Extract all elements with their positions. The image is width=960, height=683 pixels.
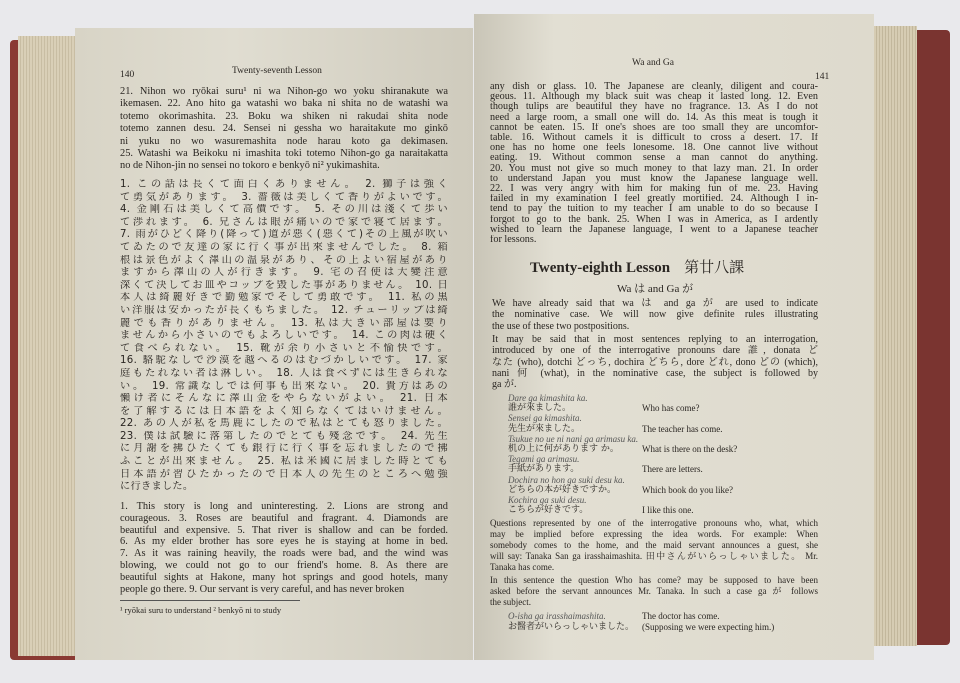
text-line: totemo okorimashita. 23. Boku wa shiken ni rakudai shita node xyxy=(120,110,448,122)
text-line: somebody comes to the home, and the maid servant announces a guest, she xyxy=(490,540,818,550)
example-japanese: どちらの本が好きですか。 xyxy=(508,484,617,495)
text-line: 1. This story is long and uninteresting. 2. Lions are strong and xyxy=(120,501,448,512)
left-running-head: Twenty-seventh Lesson xyxy=(232,66,322,76)
section-title: Wa は and Ga が xyxy=(617,283,694,295)
text-line: ませんから小さいのでもよろしいです。 14. この肉は硬く xyxy=(120,330,448,342)
text-line: cannot be eaten. 15. If one's shoes are too small they are uncomfor- xyxy=(490,122,818,133)
text-line: geous. 11. Although my black suit was cheap it lasted long. 12. Even xyxy=(490,92,818,103)
text-line: any dish or glass. 10. The Japanese are cleanly, diligent and coura- xyxy=(490,82,818,92)
example-romaji: Dochira no hon ga suki desu ka. xyxy=(508,474,625,485)
text-line: may be implied before expressing the idea words. For example: When xyxy=(490,529,818,539)
text-line: 深くて決してお皿やコップを毀した事がありません。 10. 日 xyxy=(120,279,448,291)
text-line: will say: Tanaka San ga irasshaimashita. 田中さんがいらっしゃいました。 Mr. xyxy=(490,551,818,561)
text-line: introduced by one of the interrogative pronouns dare 誰, donata ど xyxy=(492,345,818,357)
example-japanese: 机の上に何があります か。 xyxy=(508,444,619,455)
text-line: beautiful sights at Hakone, many hot springs and good hotels, many xyxy=(120,571,448,583)
text-line: ますから澤山の人が行きます。 9. 宅の召使は大變注意 xyxy=(120,267,448,279)
english-continued xyxy=(490,82,818,245)
example-row xyxy=(490,393,820,413)
lesson-title-text: Twenty-eighth Lesson xyxy=(530,260,671,276)
final-example xyxy=(490,611,820,632)
text-line: the subject. xyxy=(490,597,531,607)
right-page-number: 141 xyxy=(815,72,830,82)
text-line: 麗でも香りがありません。 13. 私は大きい部屋は要り xyxy=(120,317,448,329)
text-line: 20. You must not give so much money to that lazy man. 21. In order xyxy=(490,163,818,174)
text-line: 7. 雨がひどく降り(降って)道が惡く(惡くて)その上風が吹い xyxy=(120,229,448,241)
text-line: て渉れます。 6. 兄さんは眼が痛いので家で寝て居ます。 xyxy=(120,216,448,228)
text-line: 6. As my elder brother has sore eyes he is staying at home in bed. xyxy=(120,536,448,548)
lesson-title xyxy=(530,256,744,277)
text-line: no de Nihon-jin no sensei no tokoro e benkyō ni² yukimashita. xyxy=(120,160,380,172)
example-english: The doctor has come. xyxy=(642,611,720,621)
examples xyxy=(490,393,820,515)
example-romaji: Tsukue no ue ni nani ga arimasu ka. xyxy=(508,433,639,444)
text-line: failed in my examination I feel greatly mortified. 24. Although I in- xyxy=(490,194,818,205)
text-line: to understand Japan you must know the Japanese language well. xyxy=(490,173,818,184)
text-line: the use of these two postpositions. xyxy=(492,320,630,332)
text-line: に行きました。 xyxy=(120,481,194,493)
example-english: What is there on the desk? xyxy=(642,444,738,455)
example-romaji: Dare ga kimashita ka. xyxy=(508,393,588,403)
text-line: なた (who), dotchi どっち, dochira どちら, dore どれ, dono どの (which), xyxy=(492,356,818,368)
text-line: eating. 19. Without common sense a man cannot do anything. xyxy=(490,153,818,164)
text-line: 根は景色がよく澤山の温泉があり、その上よい宿屋があり xyxy=(120,254,448,266)
text-line: を了解するには日本語をよく知らなくてはいけません。 xyxy=(120,405,448,417)
text-line: though tulips are beautiful they have no fragrance. 13. As I do not xyxy=(490,102,818,113)
text-line: Tanaka has come. xyxy=(490,562,555,572)
example-note: (Supposing we were expecting him.) xyxy=(642,621,775,632)
text-line: Questions represented by one of the interrogative pronouns who, what, which xyxy=(490,518,818,528)
text-line: nani 何 (what), in the nominative case, the subject is followed by xyxy=(492,367,818,379)
example-english: There are letters. xyxy=(642,464,703,475)
example-japanese: 誰が來ました。 xyxy=(508,403,572,414)
lesson-title-kanji: 第廿八課 xyxy=(684,258,745,276)
example-row xyxy=(490,475,820,495)
text-line: We have already said that wa は and ga が are used to indicate xyxy=(492,298,818,309)
example-english: Which book do you like? xyxy=(642,484,733,495)
text-line: 本人は綺麗好きで勤勉家でそして勇敢です。 11. 私の黒 xyxy=(120,292,448,304)
text-line: It may be said that in most sentences replying to an interrogation, xyxy=(492,334,818,345)
text-line: 21. Nihon wo ryōkai suru¹ ni wa Nihon-go wo yoku shiranakute wa xyxy=(120,86,448,97)
example-romaji: O-isha ga irasshaimashita. xyxy=(508,611,606,621)
text-line: totemo zannen desu. 24. Sensei ni gessha wo haraitakute mo ginkō xyxy=(120,123,448,135)
text-line: ga が. xyxy=(492,379,517,391)
example-row xyxy=(490,413,820,433)
text-line: ni yuku no wo wasuremashita node harau koto ga dekimasen. xyxy=(120,135,448,147)
example-romaji: Kochira ga suki desu. xyxy=(508,495,587,506)
romaji-exercise xyxy=(120,86,448,173)
text-line: 懶け者にそんなに澤山金をやらないがよい。 21. 日本 xyxy=(120,393,448,405)
text-line: 23. 僕は試驗に落第したのでとても殘念です。 24. 先生 xyxy=(120,430,448,442)
right-running-head: Wa and Ga xyxy=(632,58,674,68)
text-line: the nominative case. We will now give definite rules illustrating xyxy=(492,309,818,321)
example-japanese: こちらが好きです。 xyxy=(508,505,589,516)
text-line: 日本語が習ひたかったので日本人の先生のところへ勉強 xyxy=(120,468,448,480)
paragraph-2 xyxy=(492,334,818,390)
text-line: て食べられない。 15. 靴が余り小さいと不愉快です。 xyxy=(120,342,448,354)
example-japanese: 先生が來ました。 xyxy=(508,423,581,434)
example-row xyxy=(490,434,820,454)
text-line: 22. I was very angry with him for making fun of me. 23. Having xyxy=(490,184,818,195)
text-line: 7. As it was raining heavily, the roads were bad, and the wind was xyxy=(120,548,448,560)
example-row xyxy=(490,495,820,515)
text-line: tend to pay the tuition to my teacher I am unable to do so because I xyxy=(490,204,818,215)
text-line: 庭もたれない者は淋しい。 18. 人は食べずには生きられな xyxy=(120,367,448,379)
example-japanese: 手紙があります。 xyxy=(508,464,580,475)
example-english: I like this one. xyxy=(642,505,694,516)
text-line: table. 16. Without camels it is difficult to cross a desert. 17. If xyxy=(490,133,818,144)
text-line: てゐたので友達の家に行く事が出來ませんでした。 8. 箱 xyxy=(120,241,448,253)
text-line: In this sentence the question Who has come? may be supposed to have been xyxy=(490,575,818,585)
example-romaji: Tegami ga arimasu. xyxy=(508,454,580,465)
text-line: courageous. 3. Roses are beautiful and fragrant. 4. Diamonds are xyxy=(120,512,448,524)
example-romaji: Sensei ga kimashita. xyxy=(508,413,582,424)
text-line: beautiful and expensive. 5. That river is shallow and can be forded. xyxy=(120,524,448,536)
example-english: The teacher has come. xyxy=(642,423,723,434)
text-line: people go there. 9. Our servant is very careful, and has never broken xyxy=(120,583,405,595)
example-english: Who has come? xyxy=(642,403,700,414)
text-line: asked before the servant announces Mr. Tanaka. In such a case ga が follows xyxy=(490,586,818,596)
paragraph-4 xyxy=(490,575,818,608)
paragraph-3 xyxy=(490,518,818,573)
text-line: 16. 駱駝なしで沙漠を越へるのはむづかしいです。 17. 家 xyxy=(120,355,448,367)
example-japanese: お醫者がいらっしゃいました。 xyxy=(508,621,635,632)
text-line: blowing, we could not go to our friend's home. 8. As there are xyxy=(120,559,448,571)
left-page-number: 140 xyxy=(120,70,135,80)
footnotes: ¹ ryōkai suru to understand ² benkyō ni to study xyxy=(120,600,300,615)
text-line: 22. あの人が私を馬鹿にしたので私はとても怒りました。 xyxy=(120,418,448,430)
japanese-exercise xyxy=(120,179,448,494)
text-line: い。 19. 常識なしでは何事も出來ない。 20. 貴方はあの xyxy=(120,380,448,392)
page-edges-left xyxy=(18,36,80,656)
text-line: 25. Watashi wa Beikoku ni imashita toki totemo Nihon-go ga naraitakatta xyxy=(120,148,448,160)
example-row xyxy=(490,454,820,474)
text-line: に月謝を拂ひたくても銀行に行く事を忘れましたので拂 xyxy=(120,443,448,455)
text-line: ikemasen. 22. Ano hito ga watashi wo baka ni shita no de watashi wa xyxy=(120,98,448,110)
text-line: one has no home one feels lonesome. 18. One cannot live without xyxy=(490,143,818,154)
text-line: need a large room, a small one will do. 14. As this meat is tough it xyxy=(490,112,818,123)
english-exercise xyxy=(120,501,448,595)
text-line: 1. この話は長くて面白くありません。 2. 獅子は強く xyxy=(120,179,448,190)
text-line: 4. 金剛石は美しくて高價です。 5. その川は淺くて歩い xyxy=(120,204,448,216)
paragraph-1 xyxy=(492,298,818,332)
text-line: for lessons. xyxy=(490,235,537,246)
text-line: forgot to go to the bank. 25. When I was in America, as I ardently xyxy=(490,214,818,225)
text-line: い洋服は安かったが長くもちました。 12. チューリップは綺 xyxy=(120,304,448,316)
text-line: て勇気があります。 3. 薔薇は美しくて香りがよいです。 xyxy=(120,191,448,203)
text-line: ふことが出來ません。 25. 私は米國に居ました時とても xyxy=(120,456,448,468)
text-line: wished to learn the Japanese language, I went to a Japanese teacher xyxy=(490,224,818,235)
